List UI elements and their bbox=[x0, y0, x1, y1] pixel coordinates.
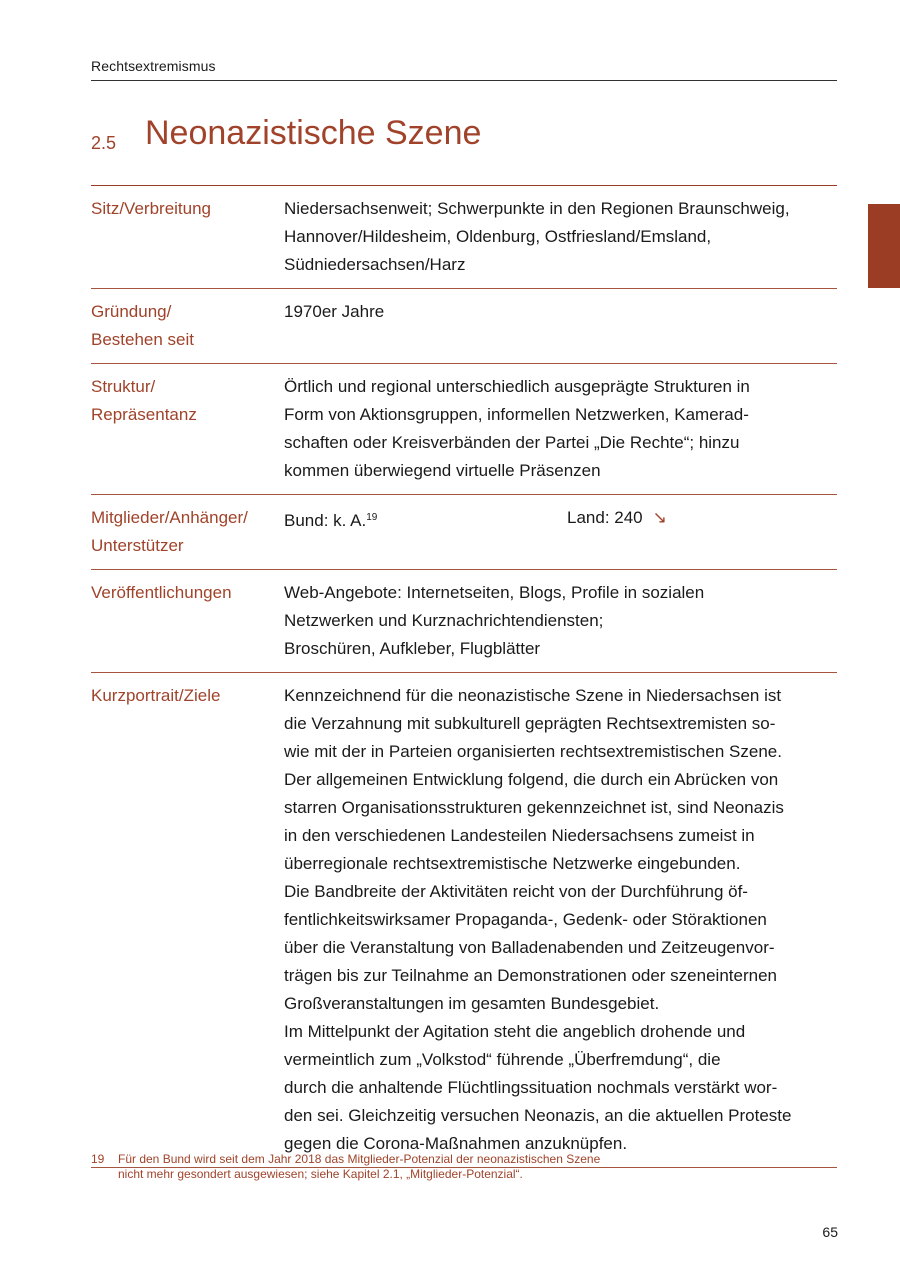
row-label bbox=[91, 298, 284, 354]
text-line: vermeintlich zum „Volkstod“ führende „Überfremdung“, die bbox=[284, 1050, 721, 1069]
header-rule bbox=[91, 80, 837, 81]
text-line: Kennzeichnend für die neonazistische Szene in Niedersachsen ist bbox=[284, 686, 782, 705]
text-line: Web-Angebote: Internetseiten, Blogs, Profile in sozialen bbox=[284, 583, 705, 602]
label-line: Struktur/ bbox=[91, 377, 156, 396]
label-line: Repräsentanz bbox=[91, 405, 197, 424]
row-label: Veröffentlichungen bbox=[91, 583, 232, 602]
row-value bbox=[284, 298, 837, 354]
table-row-veroeffentlichungen bbox=[91, 570, 837, 673]
chapter-side-tab bbox=[868, 204, 900, 288]
text-line: trägen bis zur Teilnahme an Demonstrationen oder szeneinternen bbox=[284, 966, 777, 985]
text-line: Die Bandbreite der Aktivitäten reicht von der Durchführung öf- bbox=[284, 882, 748, 901]
text-line: den sei. Gleichzeitig versuchen Neonazis, an die aktuellen Proteste bbox=[284, 1106, 792, 1125]
text-line: durch die anhaltende Flüchtlingssituation nochmals verstärkt wor- bbox=[284, 1078, 778, 1097]
land-label: Land: 240 bbox=[567, 508, 643, 527]
text-line: Örtlich und regional unterschiedlich ausgeprägte Strukturen in bbox=[284, 377, 750, 396]
text-line: Hannover/Hildesheim, Oldenburg, Ostfriesland/Emsland, bbox=[284, 227, 712, 246]
bund-count bbox=[284, 504, 377, 535]
label-line: Unterstützer bbox=[91, 536, 184, 555]
row-label bbox=[91, 373, 284, 485]
text-line: Südniedersachsen/Harz bbox=[284, 255, 466, 274]
running-header: Rechtsextremismus bbox=[91, 58, 216, 74]
label-line: Mitglieder/Anhänger/ bbox=[91, 508, 248, 527]
page-number: 65 bbox=[822, 1224, 838, 1240]
text-line: schaften oder Kreisverbänden der Partei „Die Rechte“; hinzu bbox=[284, 433, 740, 452]
table-row-struktur bbox=[91, 364, 837, 495]
footnote-number: 19 bbox=[91, 1152, 105, 1166]
text-line: über die Veranstaltung von Balladenabenden und Zeitzeugenvor- bbox=[284, 938, 775, 957]
row-value bbox=[284, 682, 837, 1158]
table-row-sitz bbox=[91, 186, 837, 289]
footnote-line: Für den Bund wird seit dem Jahr 2018 das Mitglieder-Potenzial der neonazistischen Szene bbox=[118, 1152, 601, 1166]
text-line: Der allgemeinen Entwicklung folgend, die durch ein Abrücken von bbox=[284, 770, 779, 789]
land-count bbox=[567, 504, 667, 532]
text-line: Im Mittelpunkt der Agitation steht die angeblich drohende und bbox=[284, 1022, 746, 1041]
text-line: 1970er Jahre bbox=[284, 302, 385, 321]
table-row-kurzportrait bbox=[91, 673, 837, 1168]
bund-label: Bund: k. A. bbox=[284, 511, 367, 530]
profile-table bbox=[91, 185, 837, 1168]
text-line: überregionale rechtsextremistische Netzwerke eingebunden. bbox=[284, 854, 741, 873]
text-line: in den verschiedenen Landesteilen Niedersachsens zumeist in bbox=[284, 826, 755, 845]
section-heading bbox=[91, 114, 837, 164]
row-label: Kurzportrait/Ziele bbox=[91, 686, 221, 705]
row-label: Sitz/Verbreitung bbox=[91, 199, 212, 218]
text-line: wie mit der in Parteien organisierten rechtsextremistischen Szene. bbox=[284, 742, 782, 761]
footnote-ref[interactable]: 19 bbox=[366, 512, 378, 523]
row-label bbox=[91, 504, 284, 560]
arrow-down-right-icon: ↘ bbox=[652, 508, 667, 527]
footnote-line: nicht mehr gesondert ausgewiesen; siehe Kapitel 2.1, „Mitglieder-Potenzial“. bbox=[118, 1167, 523, 1181]
text-line: fentlichkeitswirksamer Propaganda-, Gedenk- oder Störaktionen bbox=[284, 910, 767, 929]
label-line: Gründung/ bbox=[91, 302, 172, 321]
row-value bbox=[284, 373, 837, 485]
text-line: Broschüren, Aufkleber, Flugblätter bbox=[284, 639, 541, 658]
row-value bbox=[284, 195, 837, 279]
label-line: Bestehen seit bbox=[91, 330, 195, 349]
text-line: Großveranstaltungen im gesamten Bundesgebiet. bbox=[284, 994, 660, 1013]
section-title: Neonazistische Szene bbox=[145, 114, 482, 152]
text-line: Netzwerken und Kurznachrichtendiensten; bbox=[284, 611, 604, 630]
footnote-text bbox=[118, 1152, 678, 1182]
text-line: starren Organisationsstrukturen gekennzeichnet ist, sind Neonazis bbox=[284, 798, 784, 817]
text-line: Niedersachsenweit; Schwerpunkte in den Regionen Braunschweig, bbox=[284, 199, 790, 218]
text-line: gegen die Corona-Maßnahmen anzuknüpfen. bbox=[284, 1134, 628, 1153]
text-line: kommen überwiegend virtuelle Präsenzen bbox=[284, 461, 601, 480]
row-value bbox=[284, 504, 837, 560]
table-row-mitglieder bbox=[91, 495, 837, 570]
table-row-gruendung bbox=[91, 289, 837, 364]
row-value bbox=[284, 579, 837, 663]
member-counts bbox=[284, 504, 837, 532]
text-line: die Verzahnung mit subkulturell geprägten Rechtsextremisten so- bbox=[284, 714, 776, 733]
text-line: Form von Aktionsgruppen, informellen Netzwerken, Kamerad- bbox=[284, 405, 749, 424]
section-number: 2.5 bbox=[91, 133, 117, 153]
